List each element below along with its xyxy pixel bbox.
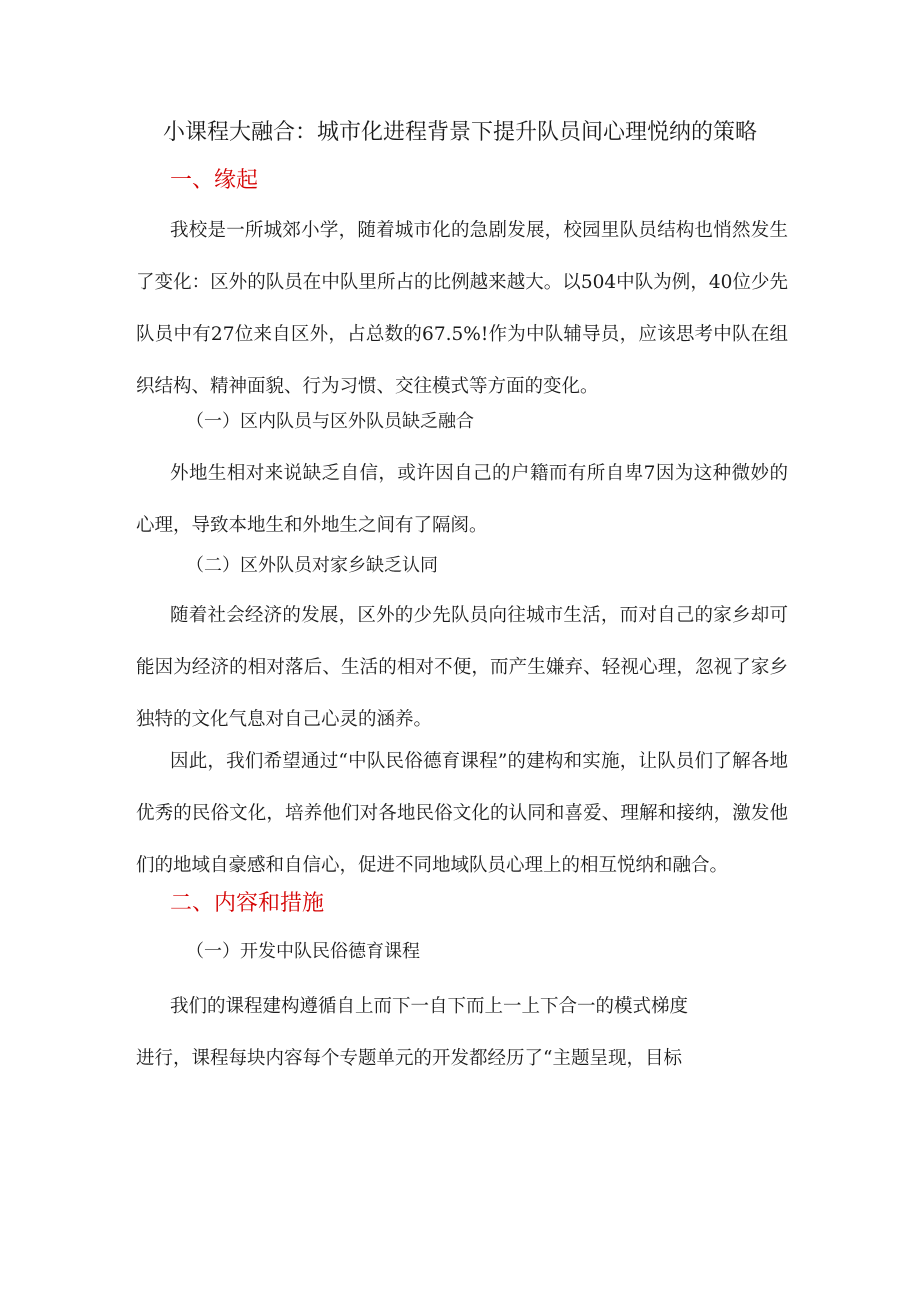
- body-paragraph: 因此，我们希望通过“中队民俗德育课程”的建构和实施，让队员们了解各地优秀的民俗文化，培养他们对各地民俗文化的认同和喜爱、理解和接纳，激发他们的地域自豪感和自信心，促进不同地域队员心理上的相互悦纳和融合。: [136, 751, 788, 876]
- body-paragraph: 我们的课程建构遵循自上而下一自下而上一上下合一的模式梯度: [170, 996, 689, 1017]
- subsection-heading: （一）区内队员与区外队员缺乏融合: [186, 411, 474, 432]
- body-paragraph: 进行，课程每块内容每个专题单元的开发都经历了“主题呈现，目标: [136, 1048, 682, 1069]
- body-paragraph: 我校是一所城郊小学，随着城市化的急剧发展，校园里队员结构也悄然发生了变化：区外的队员在中队里所占的比例越来越大。以504中队为例，40位少先队员中有27位来自区外，占总数的67.5%!作为中队辅导员，应该思考中队在组织结构、精神面貌、行为习惯、交往模式等方面的变化。: [136, 220, 788, 397]
- section-heading-content-measures: 二、内容和措施: [170, 891, 325, 916]
- body-paragraph: 外地生相对来说缺乏自信，或许因自己的户籍而有所自卑7因为这种微妙的心理，导致本地生和外地生之间有了隔阂。: [136, 463, 788, 536]
- body-paragraph: 随着社会经济的发展，区外的少先队员向往城市生活，而对自己的家乡却可能因为经济的相对落后、生活的相对不便，而产生嫌弃、轻视心理，忽视了家乡独特的文化气息对自己心灵的涵养。: [136, 605, 788, 730]
- subsection-heading: （二）区外队员对家乡缺乏认同: [186, 555, 438, 576]
- document-title: 小课程大融合：城市化进程背景下提升队员间心理悦纳的策略: [162, 120, 757, 145]
- subsection-heading: （一）开发中队民俗德育课程: [186, 941, 420, 962]
- section-heading-origin: 一、缘起: [170, 168, 259, 193]
